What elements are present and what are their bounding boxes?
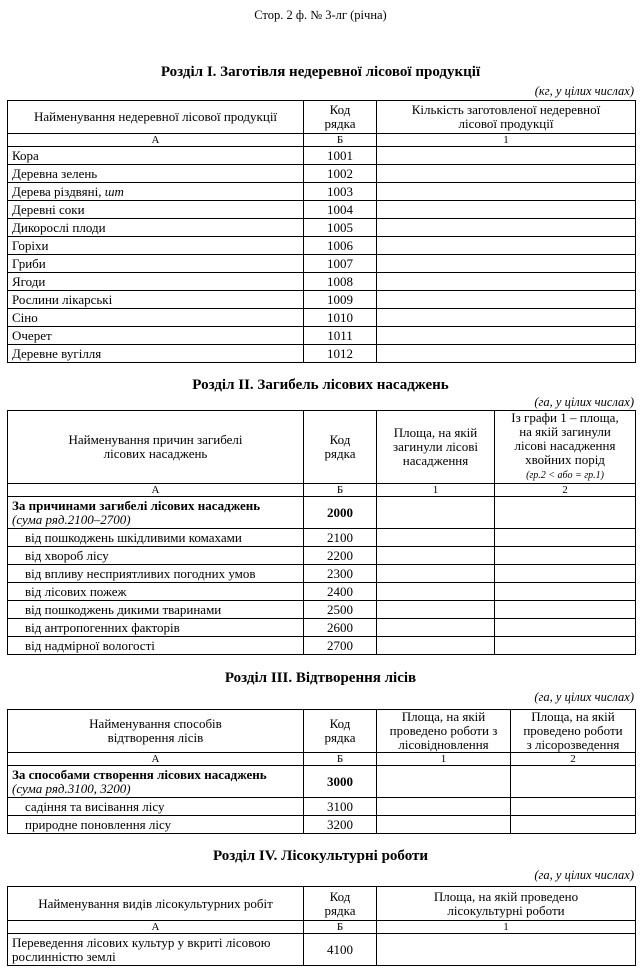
input-cell-col1[interactable] bbox=[377, 237, 636, 255]
section1-table bbox=[7, 100, 636, 363]
table-row bbox=[8, 798, 636, 816]
row-code: 1005 bbox=[304, 219, 377, 237]
row-code: 1008 bbox=[304, 273, 377, 291]
input-cell-col1[interactable] bbox=[377, 309, 636, 327]
section1-title: Розділ I. Заготівля недеревної лісової продукції bbox=[160, 64, 481, 80]
input-cell-col2[interactable] bbox=[495, 547, 636, 565]
colnum-1: 1 bbox=[377, 753, 511, 766]
section1-units: (кг, у цілих числах) bbox=[534, 84, 634, 98]
row-name: садіння та висівання лісу bbox=[8, 798, 304, 816]
input-cell-col1[interactable] bbox=[377, 201, 636, 219]
input-cell-col1[interactable] bbox=[377, 219, 636, 237]
input-cell-col1[interactable] bbox=[377, 547, 495, 565]
colnum-a: А bbox=[8, 134, 304, 147]
row-name: від хвороб лісу bbox=[8, 547, 304, 565]
row-name: від пошкоджень шкідливими комахами bbox=[8, 529, 304, 547]
table-row bbox=[8, 619, 636, 637]
colnum-a: А bbox=[8, 921, 304, 934]
column-numbers-row bbox=[8, 484, 636, 497]
row-name: від впливу несприятливих погодних умов bbox=[8, 565, 304, 583]
table-row bbox=[8, 183, 636, 201]
section3-header-row bbox=[8, 710, 636, 753]
row-name: Деревна зелень bbox=[8, 165, 304, 183]
header-name: Найменування видів лісокультурних робіт bbox=[8, 887, 304, 921]
row-name: За причинами загибелі лісових насаджень (сума ряд.2100–2700) bbox=[8, 497, 304, 529]
row-code: 2400 bbox=[304, 583, 377, 601]
table-row bbox=[8, 583, 636, 601]
colnum-b: Б bbox=[304, 753, 377, 766]
header-name: Найменування недеревної лісової продукції bbox=[8, 101, 304, 134]
row-code: 2200 bbox=[304, 547, 377, 565]
row-code: 2500 bbox=[304, 601, 377, 619]
table-row bbox=[8, 565, 636, 583]
row-code: 2000 bbox=[304, 497, 377, 529]
table-row bbox=[8, 327, 636, 345]
input-cell-col1[interactable] bbox=[377, 766, 511, 798]
column-numbers-row bbox=[8, 753, 636, 766]
row-name: Сіно bbox=[8, 309, 304, 327]
input-cell-col2[interactable] bbox=[511, 798, 636, 816]
colnum-1: 1 bbox=[377, 484, 495, 497]
header-name: Найменування способів відтворення лісів bbox=[8, 710, 304, 753]
colnum-b: Б bbox=[304, 134, 377, 147]
table-row bbox=[8, 601, 636, 619]
section3-table bbox=[7, 709, 636, 834]
header-col1: Кількість заготовленої недеревної лісової продукції bbox=[377, 101, 636, 134]
colnum-b: Б bbox=[304, 921, 377, 934]
input-cell-col1[interactable] bbox=[377, 273, 636, 291]
section3-units: (га, у цілих числах) bbox=[534, 690, 634, 704]
row-code: 1007 bbox=[304, 255, 377, 273]
row-code: 1003 bbox=[304, 183, 377, 201]
input-cell-col1[interactable] bbox=[377, 183, 636, 201]
row-code: 1004 bbox=[304, 201, 377, 219]
colnum-a: А bbox=[8, 484, 304, 497]
row-code: 2700 bbox=[304, 637, 377, 655]
input-cell-col1[interactable] bbox=[377, 798, 511, 816]
input-cell-col1[interactable] bbox=[377, 565, 495, 583]
header-code: Код рядка bbox=[304, 710, 377, 753]
table-row bbox=[8, 255, 636, 273]
row-code: 3100 bbox=[304, 798, 377, 816]
table-row bbox=[8, 345, 636, 363]
table-row bbox=[8, 816, 636, 834]
table-row bbox=[8, 547, 636, 565]
row-code: 4100 bbox=[304, 934, 377, 966]
row-code: 3000 bbox=[304, 766, 377, 798]
row-name: природне поновлення лісу bbox=[8, 816, 304, 834]
row-unit: шт bbox=[104, 183, 124, 199]
colnum-a: А bbox=[8, 753, 304, 766]
input-cell-col1[interactable] bbox=[377, 165, 636, 183]
header-code: Код рядка bbox=[304, 101, 377, 134]
page-header: Стор. 2 ф. № 3-лг (річна) bbox=[254, 8, 387, 22]
input-cell-col2[interactable] bbox=[495, 619, 636, 637]
section2-header-row bbox=[8, 411, 636, 484]
colnum-1: 1 bbox=[377, 134, 636, 147]
row-code: 1012 bbox=[304, 345, 377, 363]
input-cell-col2[interactable] bbox=[495, 637, 636, 655]
table-row bbox=[8, 637, 636, 655]
row-code: 2600 bbox=[304, 619, 377, 637]
table-row bbox=[8, 201, 636, 219]
row-code: 1001 bbox=[304, 147, 377, 165]
row-code: 1009 bbox=[304, 291, 377, 309]
input-cell-col1[interactable] bbox=[377, 255, 636, 273]
row-name: Деревне вугілля bbox=[8, 345, 304, 363]
colnum-1: 1 bbox=[377, 921, 636, 934]
row-name: від лісових пожеж bbox=[8, 583, 304, 601]
section4-table bbox=[7, 886, 636, 966]
table-row bbox=[8, 529, 636, 547]
row-name: Рослини лікарські bbox=[8, 291, 304, 309]
row-code: 1006 bbox=[304, 237, 377, 255]
header-code: Код рядка bbox=[304, 411, 377, 484]
input-cell-col1[interactable] bbox=[377, 619, 495, 637]
input-cell-col1[interactable] bbox=[377, 601, 495, 619]
table-row bbox=[8, 147, 636, 165]
header-col2: Площа, на якій проведено роботи з лісорозведення bbox=[511, 710, 636, 753]
section2-units: (га, у цілих числах) bbox=[534, 395, 634, 409]
section1-header-row bbox=[8, 101, 636, 134]
total-row-2000 bbox=[8, 497, 636, 529]
table-row bbox=[8, 291, 636, 309]
input-cell-col2[interactable] bbox=[495, 583, 636, 601]
section4-header-row bbox=[8, 887, 636, 921]
input-cell-col1[interactable] bbox=[377, 497, 495, 529]
table-row bbox=[8, 237, 636, 255]
input-cell-col2[interactable] bbox=[511, 816, 636, 834]
section2-table bbox=[7, 410, 636, 655]
row-name: від антропогенних факторів bbox=[8, 619, 304, 637]
row-name: Дикорослі плоди bbox=[8, 219, 304, 237]
section4-units: (га, у цілих числах) bbox=[534, 868, 634, 882]
row-name: Переведення лісових культур у вкриті лісовою рослинністю землі bbox=[8, 934, 304, 966]
row-code: 2300 bbox=[304, 565, 377, 583]
row-code: 1011 bbox=[304, 327, 377, 345]
row-code: 1010 bbox=[304, 309, 377, 327]
input-cell-col1[interactable] bbox=[377, 583, 495, 601]
table-row bbox=[8, 273, 636, 291]
input-cell-col1[interactable] bbox=[377, 327, 636, 345]
header-col1: Площа, на якій проведено роботи з лісовідновлення bbox=[377, 710, 511, 753]
section3-title: Розділ III. Відтворення лісів bbox=[224, 670, 417, 686]
header-code: Код рядка bbox=[304, 887, 377, 921]
input-cell-col1[interactable] bbox=[377, 291, 636, 309]
section4-title: Розділ IV. Лісокультурні роботи bbox=[212, 848, 429, 864]
table-row bbox=[8, 219, 636, 237]
header-col2-note: (гр.2 < або = гр.1) bbox=[526, 470, 604, 481]
input-cell-col1[interactable] bbox=[377, 816, 511, 834]
row-name: Дерева різдвяні, шт bbox=[8, 183, 304, 201]
row-name: За способами створення лісових насаджень (сума ряд.3100, 3200) bbox=[8, 766, 304, 798]
header-col1: Площа, на якій проведено лісокультурні роботи bbox=[377, 887, 636, 921]
column-numbers-row bbox=[8, 134, 636, 147]
input-cell-col1[interactable] bbox=[377, 529, 495, 547]
header-col2: Із графи 1 – площа, на якій загинули лісові насадження хвойних порід (гр.2 < або = гр.1) bbox=[495, 411, 636, 484]
row-code: 3200 bbox=[304, 816, 377, 834]
row-name: Гриби bbox=[8, 255, 304, 273]
column-numbers-row bbox=[8, 921, 636, 934]
colnum-b: Б bbox=[304, 484, 377, 497]
input-cell-col1[interactable] bbox=[377, 934, 636, 966]
row-name: від надмірної вологості bbox=[8, 637, 304, 655]
row-name: Очерет bbox=[8, 327, 304, 345]
input-cell-col1[interactable] bbox=[377, 637, 495, 655]
colnum-2: 2 bbox=[495, 484, 636, 497]
colnum-2: 2 bbox=[511, 753, 636, 766]
row-code: 1002 bbox=[304, 165, 377, 183]
row-name: Деревні соки bbox=[8, 201, 304, 219]
input-cell-col1[interactable] bbox=[377, 345, 636, 363]
row-name: Кора bbox=[8, 147, 304, 165]
section2-title: Розділ II. Загибель лісових насаджень bbox=[192, 377, 449, 393]
row-name: Горіхи bbox=[8, 237, 304, 255]
input-cell-col2[interactable] bbox=[495, 565, 636, 583]
header-name: Найменування причин загибелі лісових насаджень bbox=[8, 411, 304, 484]
table-row-4100 bbox=[8, 934, 636, 966]
table-row bbox=[8, 309, 636, 327]
input-cell-col2[interactable] bbox=[495, 601, 636, 619]
input-cell-col1[interactable] bbox=[377, 147, 636, 165]
row-code: 2100 bbox=[304, 529, 377, 547]
input-cell-col2[interactable] bbox=[495, 497, 636, 529]
input-cell-col2[interactable] bbox=[511, 766, 636, 798]
input-cell-col2[interactable] bbox=[495, 529, 636, 547]
total-row-3000 bbox=[8, 766, 636, 798]
row-name: від пошкоджень дикими тваринами bbox=[8, 601, 304, 619]
header-col1: Площа, на якій загинули лісові насадження bbox=[377, 411, 495, 484]
row-name: Ягоди bbox=[8, 273, 304, 291]
table-row bbox=[8, 165, 636, 183]
